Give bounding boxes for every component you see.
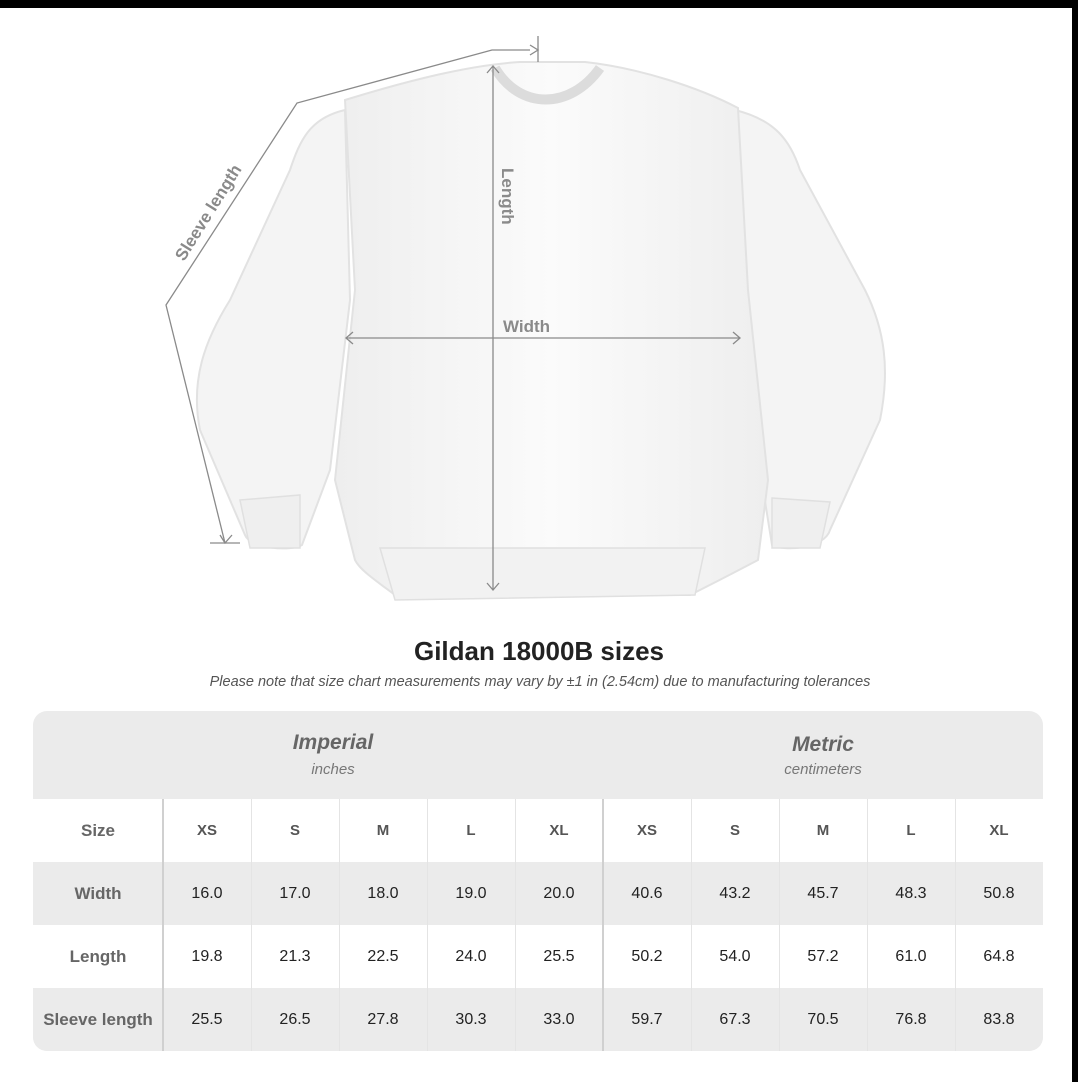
size-table [33,711,1043,1051]
sleeve-arrowhead [220,535,232,543]
width-label: Width [503,317,551,336]
right-border [1072,0,1078,1082]
metric-size-header: S [729,822,740,839]
metric-value-cell: 83.8 [983,1011,1015,1028]
imperial-value-cell: 18.0 [367,885,399,902]
imperial-value-cell: 22.5 [367,948,399,965]
imperial-title: Imperial [292,731,374,754]
imperial-size-header: M [376,822,390,839]
metric-title: Metric [792,733,854,756]
imperial-value-cell: 33.0 [543,1011,575,1028]
imperial-value-cell: 27.8 [367,1011,399,1028]
imperial-value-cell: 17.0 [279,885,311,902]
metric-value-cell: 45.7 [807,885,839,902]
size-chart-title: Gildan 18000B sizes [413,636,665,666]
metric-header [603,711,1043,799]
imperial-value-cell: 20.0 [543,885,575,902]
metric-value-cell: 43.2 [719,885,751,902]
imperial-value-cell: 21.3 [279,948,311,965]
imperial-unit: inches [311,761,355,778]
metric-value-cell: 64.8 [983,948,1015,965]
imperial-value-cell: 19.0 [455,885,487,902]
column-divider [339,799,340,1051]
size-column-header: Size [80,821,116,840]
column-divider [427,799,428,1051]
size-header-row [33,799,1043,862]
table-row [33,988,1043,1051]
column-divider [867,799,868,1051]
metric-size-header: XL [989,822,1009,839]
tolerance-note: Please note that size chart measurements may vary by ±1 in (2.54cm) due to manufacturing tolerances [209,674,871,690]
column-divider [251,799,252,1051]
imperial-size-header: S [289,822,300,839]
metric-value-cell: 50.8 [983,885,1015,902]
metric-size-header: L [906,822,916,839]
sweatshirt-diagram [0,8,1070,623]
metric-unit: centimeters [784,761,862,778]
imperial-value-cell: 16.0 [191,885,223,902]
column-divider [955,799,956,1051]
metric-value-cell: 40.6 [631,885,663,902]
column-divider [515,799,516,1051]
imperial-value-cell: 25.5 [543,948,575,965]
top-border [0,0,1078,8]
imperial-value-cell: 25.5 [191,1011,223,1028]
imperial-value-cell: 30.3 [455,1011,487,1028]
metric-value-cell: 70.5 [807,1011,839,1028]
metric-value-cell: 59.7 [631,1011,663,1028]
metric-value-cell: 76.8 [895,1011,927,1028]
imperial-size-header: L [466,822,476,839]
metric-value-cell: 50.2 [631,948,663,965]
metric-size-header: M [816,822,830,839]
imperial-header [163,711,503,799]
metric-value-cell: 67.3 [719,1011,751,1028]
imperial-value-cell: 24.0 [455,948,487,965]
column-divider [691,799,692,1051]
table-row [33,925,1043,988]
table-row [33,862,1043,925]
metric-size-header: XS [636,822,657,839]
metric-value-cell: 57.2 [807,948,839,965]
imperial-size-header: XL [549,822,569,839]
sleeve-top-arrowhead [530,45,538,55]
label-column-divider [162,799,164,1051]
sleeve-length-label: Sleeve length [171,161,246,265]
row-label: Length [69,947,127,966]
column-divider [779,799,780,1051]
metric-value-cell: 48.3 [895,885,927,902]
length-label: Length [498,168,517,225]
metric-value-cell: 54.0 [719,948,751,965]
row-label: Width [74,884,122,903]
imperial-value-cell: 19.8 [191,948,223,965]
unit-group-divider [602,799,604,1051]
imperial-value-cell: 26.5 [279,1011,311,1028]
imperial-size-header: XS [196,822,217,839]
row-label: Sleeve length [43,1010,153,1029]
metric-value-cell: 61.0 [895,948,927,965]
